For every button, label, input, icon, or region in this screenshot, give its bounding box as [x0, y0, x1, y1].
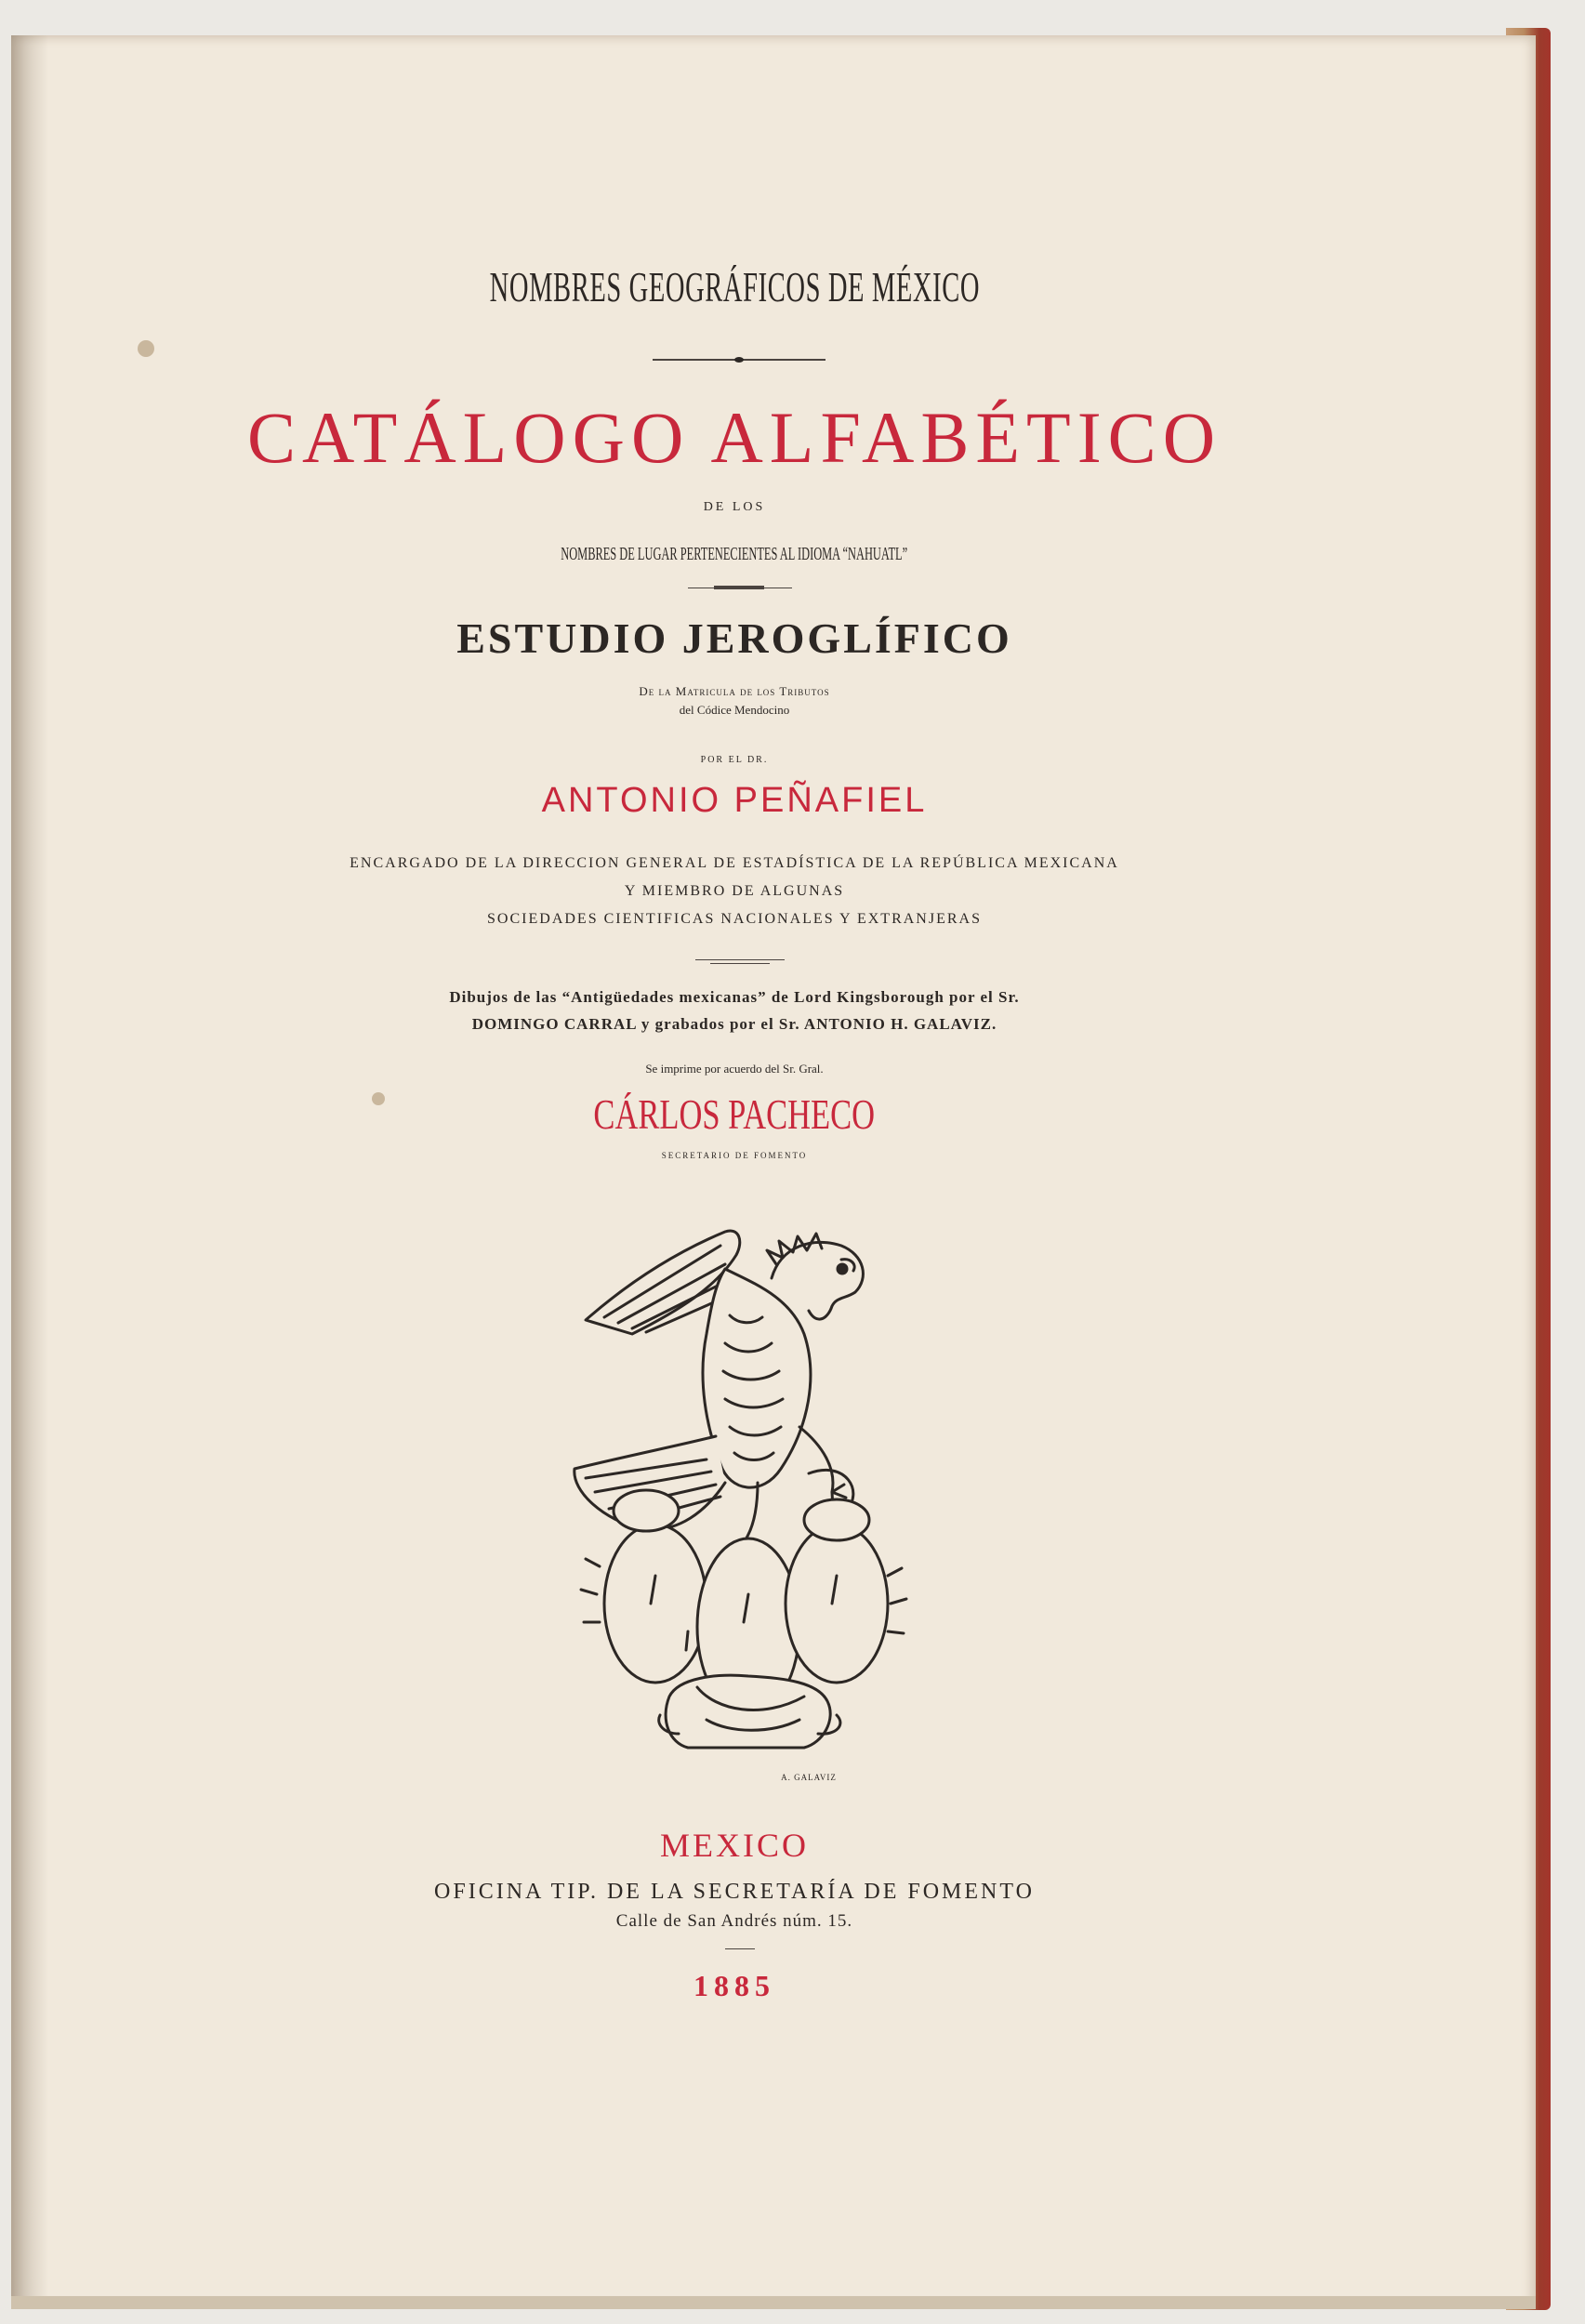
imprint-place: MEXICO [660, 1827, 809, 1864]
credits-line-2: DOMINGO CARRAL y grabados por el Sr. ANTONIO H. GALAVIZ. [471, 1015, 997, 1033]
subtitle: NOMBRES DE LUGAR PERTENECIENTES AL IDIOMA “NAHUATL” [561, 544, 908, 564]
study-line-1: De la Matricula de los Tributos [639, 684, 830, 698]
ornament-rule-heavy [714, 586, 764, 589]
printing-note: Se imprime por acuerdo del Sr. Gral. [645, 1062, 824, 1076]
page-bottom-edge [11, 2296, 1536, 2309]
spine-shadow [11, 35, 48, 2308]
ornament-rule [710, 963, 770, 964]
by-line: POR EL DR. [700, 755, 769, 765]
ornament-dot [734, 357, 744, 363]
ornament-rule [695, 959, 785, 960]
paper-spot [138, 340, 154, 357]
de-los-label: DE LOS [703, 500, 766, 514]
patron-name: CÁRLOS PACHECO [593, 1090, 876, 1138]
patron-role: SECRETARIO DE FOMENTO [661, 1151, 808, 1160]
ornament-rule [725, 1948, 755, 1949]
engraver-signature: A. GALAVIZ [781, 1773, 837, 1782]
series-title: NOMBRES GEOGRÁFICOS DE MÉXICO [489, 263, 980, 310]
imprint-address: Calle de San Andrés núm. 15. [615, 1911, 853, 1931]
eagle-on-cactus-icon [567, 1213, 920, 1789]
author-name: ANTONIO PEÑAFIEL [541, 781, 928, 820]
author-role-3: SOCIEDADES CIENTIFICAS NACIONALES Y EXTRANJERAS [487, 911, 982, 927]
study-title: ESTUDIO JEROGLÍFICO [456, 614, 1012, 662]
imprint-printer: OFICINA TIP. DE LA SECRETARÍA DE FOMENTO [434, 1880, 1035, 1904]
main-title: CATÁLOGO ALFABÉTICO [246, 397, 1222, 478]
study-line-2: del Códice Mendocino [679, 703, 790, 717]
title-page [11, 35, 1536, 2308]
credits-line-1: Dibujos de las “Antigüedades mexicanas” de Lord Kingsborough por el Sr. [449, 988, 1020, 1006]
author-role-1: ENCARGADO DE LA DIRECCION GENERAL DE ESTADÍSTICA DE LA REPÚBLICA MEXICANA [350, 855, 1119, 871]
author-role-2: Y MIEMBRO DE ALGUNAS [624, 883, 845, 899]
imprint-year: 1885 [693, 1969, 775, 2002]
